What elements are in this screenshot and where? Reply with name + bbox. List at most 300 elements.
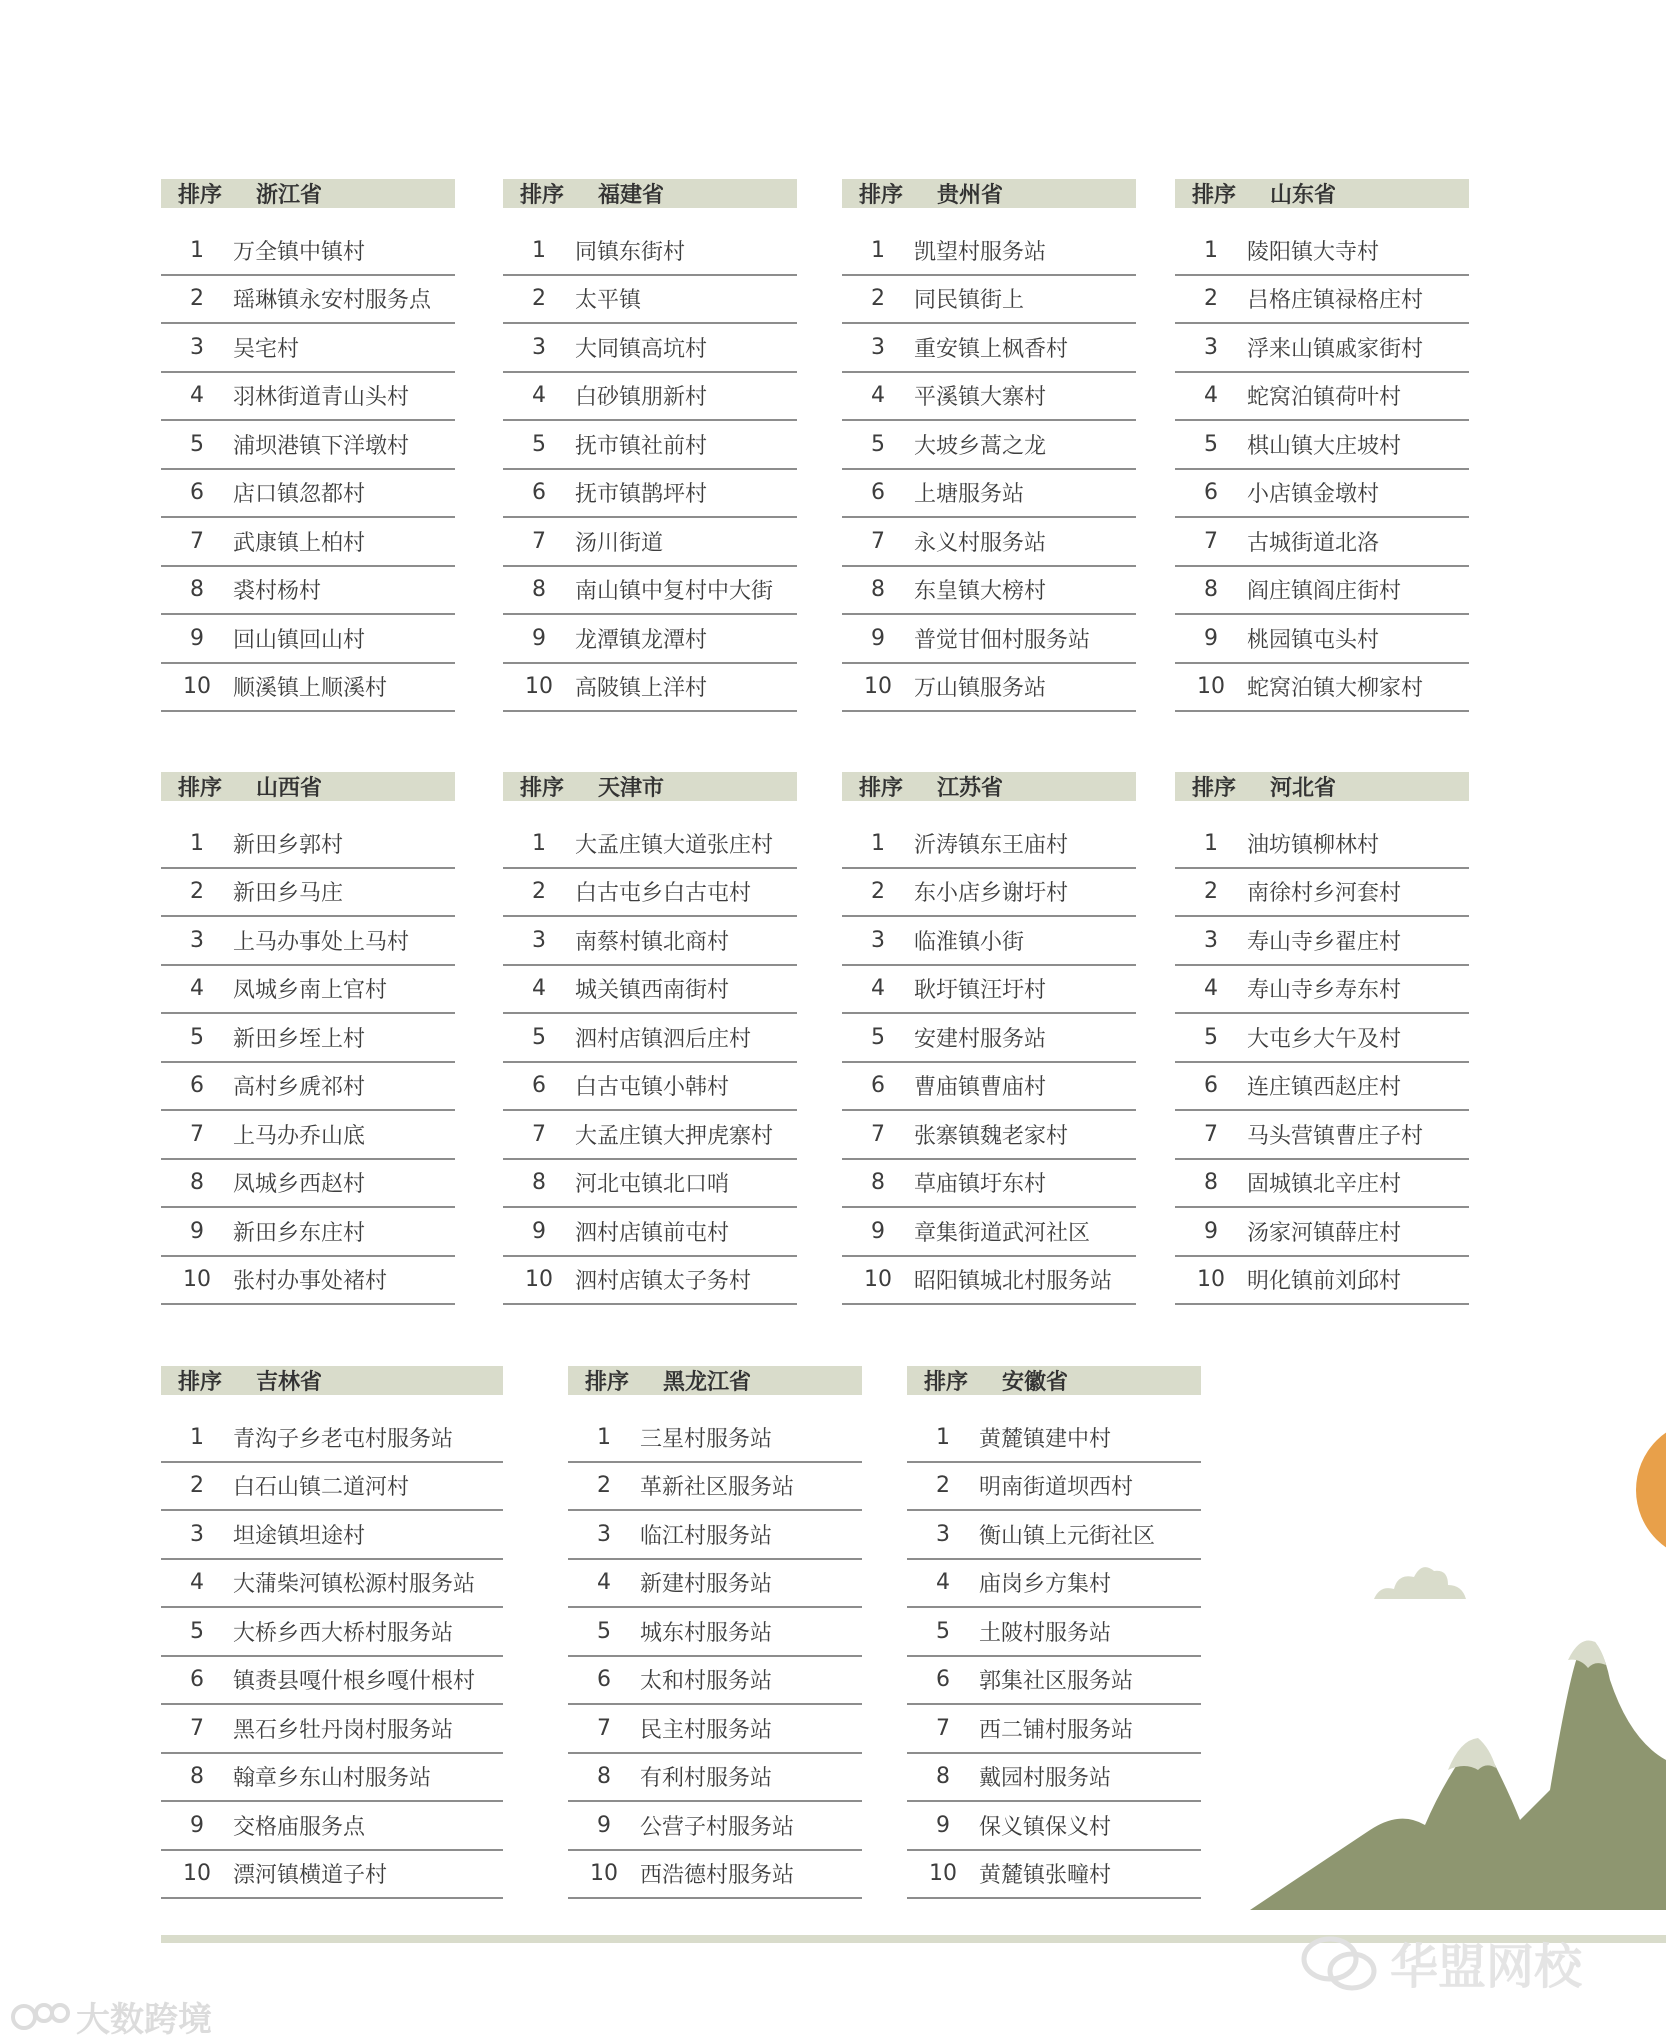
table-row bbox=[503, 917, 797, 966]
table-row bbox=[1175, 615, 1469, 664]
table-row bbox=[1175, 820, 1469, 869]
table-row bbox=[161, 1208, 455, 1257]
table-row bbox=[842, 820, 1136, 869]
rank-header: 排序 bbox=[924, 1370, 969, 1395]
row-rank: 7 bbox=[190, 1121, 204, 1147]
row-rank: 9 bbox=[936, 1812, 950, 1838]
table-row bbox=[842, 421, 1136, 470]
row-rank: 8 bbox=[936, 1764, 950, 1790]
rank-header: 排序 bbox=[520, 183, 565, 208]
row-name: 同镇东街村 bbox=[575, 239, 686, 265]
row-name: 东皇镇大榜村 bbox=[914, 579, 1047, 605]
row-rank: 2 bbox=[871, 286, 885, 312]
table-row bbox=[1175, 966, 1469, 1015]
row-rank: 5 bbox=[597, 1618, 611, 1644]
row-name: 沂涛镇东王庙村 bbox=[914, 832, 1069, 858]
rank-header: 排序 bbox=[1192, 776, 1237, 801]
row-name: 白古屯乡白古屯村 bbox=[575, 881, 752, 907]
row-rank: 9 bbox=[532, 625, 546, 651]
row-name: 抚市镇鹊坪村 bbox=[575, 482, 708, 508]
row-rank: 10 bbox=[183, 1267, 211, 1293]
row-name: 大蒲柴河镇松源村服务站 bbox=[233, 1572, 476, 1598]
province-header: 安徽省 bbox=[1002, 1370, 1069, 1395]
row-rank: 10 bbox=[864, 1267, 892, 1293]
rank-header: 排序 bbox=[585, 1370, 630, 1395]
province-header: 山东省 bbox=[1270, 183, 1337, 208]
row-rank: 5 bbox=[871, 1024, 885, 1050]
row-name: 黑石乡牡丹岗村服务站 bbox=[233, 1717, 454, 1743]
row-rank: 4 bbox=[1204, 976, 1218, 1002]
province-header: 福建省 bbox=[598, 183, 665, 208]
table-row bbox=[907, 1414, 1201, 1463]
table-row bbox=[568, 1657, 862, 1706]
row-name: 临江村服务站 bbox=[640, 1523, 773, 1549]
row-name: 白石山镇二道河村 bbox=[233, 1475, 410, 1501]
row-rank: 10 bbox=[1197, 1267, 1225, 1293]
row-rank: 8 bbox=[190, 1764, 204, 1790]
row-rank: 8 bbox=[532, 577, 546, 603]
row-rank: 6 bbox=[532, 1073, 546, 1099]
province-header: 黑龙江省 bbox=[663, 1370, 752, 1395]
table-header bbox=[1175, 772, 1469, 801]
row-rank: 1 bbox=[597, 1424, 611, 1450]
rank-header: 排序 bbox=[178, 776, 223, 801]
table-row bbox=[161, 1014, 455, 1063]
table-row bbox=[503, 276, 797, 325]
row-rank: 1 bbox=[532, 830, 546, 856]
row-name: 陵阳镇大寺村 bbox=[1247, 239, 1380, 265]
row-name: 羽林街道青山头村 bbox=[233, 385, 410, 411]
table-row bbox=[842, 1063, 1136, 1112]
row-name: 安建村服务站 bbox=[914, 1026, 1047, 1052]
table-row bbox=[568, 1414, 862, 1463]
table-row bbox=[907, 1657, 1201, 1706]
row-name: 泗村店镇前屯村 bbox=[575, 1220, 730, 1246]
row-name: 龙潭镇龙潭村 bbox=[575, 627, 708, 653]
row-rank: 3 bbox=[532, 334, 546, 360]
ranking-table bbox=[161, 772, 455, 1305]
table-row bbox=[907, 1608, 1201, 1657]
table-row bbox=[1175, 1208, 1469, 1257]
row-name: 顺溪镇上顺溪村 bbox=[233, 676, 388, 702]
row-name: 吕格庄镇禄格庄村 bbox=[1247, 288, 1424, 314]
row-name: 汤川街道 bbox=[575, 530, 664, 556]
table-row bbox=[568, 1560, 862, 1609]
table-row bbox=[161, 615, 455, 664]
row-name: 河北屯镇北口哨 bbox=[575, 1172, 730, 1198]
table-row bbox=[161, 1851, 503, 1900]
row-name: 蛇窝泊镇荷叶村 bbox=[1247, 385, 1402, 411]
row-rank: 1 bbox=[532, 237, 546, 263]
row-rank: 10 bbox=[183, 674, 211, 700]
row-name: 公营子村服务站 bbox=[640, 1814, 795, 1840]
row-name: 高村乡虒祁村 bbox=[233, 1075, 366, 1101]
row-rank: 2 bbox=[532, 879, 546, 905]
row-name: 漂河镇横道子村 bbox=[233, 1863, 388, 1889]
table-row bbox=[503, 1111, 797, 1160]
row-rank: 1 bbox=[1204, 237, 1218, 263]
row-name: 黄麓镇张疃村 bbox=[979, 1863, 1112, 1889]
row-name: 凤城乡西赵村 bbox=[233, 1172, 366, 1198]
table-row bbox=[568, 1754, 862, 1803]
table-row bbox=[1175, 373, 1469, 422]
table-row bbox=[503, 1063, 797, 1112]
row-name: 坦途镇坦途村 bbox=[233, 1523, 366, 1549]
row-rank: 10 bbox=[864, 674, 892, 700]
row-rank: 2 bbox=[190, 1473, 204, 1499]
table-row bbox=[161, 470, 455, 519]
table-header bbox=[161, 179, 455, 208]
province-header: 贵州省 bbox=[937, 183, 1004, 208]
row-rank: 8 bbox=[532, 1170, 546, 1196]
row-name: 新田乡垤上村 bbox=[233, 1026, 366, 1052]
row-rank: 5 bbox=[190, 1024, 204, 1050]
table-row bbox=[1175, 324, 1469, 373]
table-header bbox=[503, 772, 797, 801]
rank-header: 排序 bbox=[520, 776, 565, 801]
table-row bbox=[842, 373, 1136, 422]
table-row bbox=[503, 1208, 797, 1257]
row-rank: 7 bbox=[597, 1715, 611, 1741]
row-rank: 10 bbox=[525, 1267, 553, 1293]
table-row bbox=[907, 1705, 1201, 1754]
row-rank: 6 bbox=[936, 1667, 950, 1693]
row-rank: 10 bbox=[525, 674, 553, 700]
row-rank: 7 bbox=[190, 528, 204, 554]
row-rank: 4 bbox=[190, 383, 204, 409]
table-row bbox=[1175, 917, 1469, 966]
row-rank: 7 bbox=[1204, 1121, 1218, 1147]
row-rank: 1 bbox=[190, 237, 204, 263]
row-rank: 6 bbox=[1204, 1073, 1218, 1099]
table-header bbox=[503, 179, 797, 208]
row-rank: 1 bbox=[190, 1424, 204, 1450]
table-row bbox=[842, 966, 1136, 1015]
ranking-table bbox=[842, 772, 1136, 1305]
row-name: 泗村店镇泗后庄村 bbox=[575, 1026, 752, 1052]
table-row bbox=[568, 1608, 862, 1657]
row-rank: 2 bbox=[1204, 286, 1218, 312]
table-row bbox=[1175, 1014, 1469, 1063]
table-row bbox=[161, 664, 455, 713]
row-name: 寿山寺乡翟庄村 bbox=[1247, 929, 1402, 955]
row-rank: 1 bbox=[871, 237, 885, 263]
row-name: 裘村杨村 bbox=[233, 579, 322, 605]
table-row bbox=[161, 421, 455, 470]
row-name: 蛇窝泊镇大柳家村 bbox=[1247, 676, 1424, 702]
row-name: 太和村服务站 bbox=[640, 1669, 773, 1695]
table-row bbox=[503, 227, 797, 276]
row-name: 古城街道北洛 bbox=[1247, 530, 1380, 556]
row-rank: 9 bbox=[532, 1218, 546, 1244]
table-header bbox=[161, 772, 455, 801]
row-name: 泗村店镇太子务村 bbox=[575, 1269, 752, 1295]
row-rank: 4 bbox=[190, 976, 204, 1002]
row-name: 同民镇街上 bbox=[914, 288, 1025, 314]
row-name: 章集街道武河社区 bbox=[914, 1220, 1091, 1246]
row-rank: 4 bbox=[190, 1570, 204, 1596]
row-rank: 8 bbox=[871, 577, 885, 603]
row-rank: 9 bbox=[1204, 1218, 1218, 1244]
row-name: 高陂镇上洋村 bbox=[575, 676, 708, 702]
table-row bbox=[842, 1160, 1136, 1209]
mountains-decoration bbox=[1250, 1620, 1666, 1910]
logo-icon bbox=[10, 1999, 70, 2035]
row-rank: 9 bbox=[1204, 625, 1218, 651]
row-rank: 1 bbox=[936, 1424, 950, 1450]
row-rank: 5 bbox=[190, 1618, 204, 1644]
table-row bbox=[907, 1511, 1201, 1560]
table-row bbox=[503, 518, 797, 567]
ranking-table bbox=[1175, 179, 1469, 712]
row-rank: 2 bbox=[1204, 879, 1218, 905]
sun-decoration bbox=[1636, 1420, 1666, 1560]
rank-header: 排序 bbox=[859, 776, 904, 801]
row-rank: 4 bbox=[532, 976, 546, 1002]
row-rank: 4 bbox=[871, 383, 885, 409]
row-rank: 8 bbox=[1204, 577, 1218, 603]
table-row bbox=[1175, 276, 1469, 325]
row-rank: 10 bbox=[183, 1861, 211, 1887]
row-name: 油坊镇柳林村 bbox=[1247, 832, 1380, 858]
row-rank: 6 bbox=[190, 480, 204, 506]
row-rank: 8 bbox=[871, 1170, 885, 1196]
row-name: 曹庙镇曹庙村 bbox=[914, 1075, 1047, 1101]
row-name: 镇赉县嘎什根乡嘎什根村 bbox=[233, 1669, 476, 1695]
row-rank: 3 bbox=[532, 927, 546, 953]
row-rank: 1 bbox=[190, 830, 204, 856]
table-row bbox=[842, 615, 1136, 664]
row-rank: 3 bbox=[871, 334, 885, 360]
row-rank: 5 bbox=[936, 1618, 950, 1644]
table-header bbox=[907, 1366, 1201, 1395]
row-name: 平溪镇大寨村 bbox=[914, 385, 1047, 411]
table-row bbox=[842, 1014, 1136, 1063]
row-name: 新建村服务站 bbox=[640, 1572, 773, 1598]
row-name: 凯望村服务站 bbox=[914, 239, 1047, 265]
row-name: 张寨镇魏老家村 bbox=[914, 1123, 1069, 1149]
row-name: 万全镇中镇村 bbox=[233, 239, 366, 265]
ranking-table bbox=[503, 772, 797, 1305]
row-name: 草庙镇圩东村 bbox=[914, 1172, 1047, 1198]
row-name: 大孟庄镇大押虎寨村 bbox=[575, 1123, 774, 1149]
table-row bbox=[842, 664, 1136, 713]
row-rank: 2 bbox=[597, 1473, 611, 1499]
row-name: 回山镇回山村 bbox=[233, 627, 366, 653]
row-rank: 3 bbox=[1204, 334, 1218, 360]
row-name: 衡山镇上元街社区 bbox=[979, 1523, 1156, 1549]
row-name: 新田乡马庄 bbox=[233, 881, 344, 907]
row-rank: 2 bbox=[871, 879, 885, 905]
row-name: 南山镇中复村中大街 bbox=[575, 579, 774, 605]
row-name: 庙岗乡方集村 bbox=[979, 1572, 1112, 1598]
table-row bbox=[842, 518, 1136, 567]
table-row bbox=[161, 1657, 503, 1706]
table-row bbox=[568, 1802, 862, 1851]
row-name: 固城镇北辛庄村 bbox=[1247, 1172, 1402, 1198]
row-name: 大坡乡蒿之龙 bbox=[914, 433, 1047, 459]
row-rank: 7 bbox=[936, 1715, 950, 1741]
table-row bbox=[907, 1851, 1201, 1900]
row-rank: 6 bbox=[871, 480, 885, 506]
table-row bbox=[161, 966, 455, 1015]
row-rank: 6 bbox=[1204, 480, 1218, 506]
table-row bbox=[161, 1705, 503, 1754]
table-row bbox=[161, 1063, 455, 1112]
row-name: 普觉甘佃村服务站 bbox=[914, 627, 1091, 653]
row-rank: 1 bbox=[871, 830, 885, 856]
row-rank: 8 bbox=[190, 577, 204, 603]
table-row bbox=[503, 1257, 797, 1306]
row-rank: 4 bbox=[936, 1570, 950, 1596]
watermark-left-text: 大数跨境 bbox=[76, 2000, 212, 2040]
province-header: 吉林省 bbox=[256, 1370, 323, 1395]
row-rank: 10 bbox=[1197, 674, 1225, 700]
row-rank: 7 bbox=[871, 1121, 885, 1147]
table-row bbox=[161, 820, 455, 869]
row-rank: 9 bbox=[871, 625, 885, 651]
table-row bbox=[907, 1802, 1201, 1851]
row-name: 上马办事处上马村 bbox=[233, 929, 410, 955]
table-row bbox=[842, 324, 1136, 373]
watermark-left bbox=[10, 1992, 212, 2041]
row-name: 城关镇西南街村 bbox=[575, 978, 730, 1004]
table-row bbox=[1175, 664, 1469, 713]
row-rank: 10 bbox=[590, 1861, 618, 1887]
row-name: 西二铺村服务站 bbox=[979, 1717, 1134, 1743]
row-rank: 3 bbox=[190, 927, 204, 953]
row-name: 戴园村服务站 bbox=[979, 1766, 1112, 1792]
row-name: 吴宅村 bbox=[233, 336, 300, 362]
table-row bbox=[1175, 1111, 1469, 1160]
table-row bbox=[907, 1754, 1201, 1803]
row-name: 白古屯镇小韩村 bbox=[575, 1075, 730, 1101]
row-name: 张村办事处褚村 bbox=[233, 1269, 388, 1295]
row-rank: 7 bbox=[190, 1715, 204, 1741]
table-row bbox=[503, 1014, 797, 1063]
table-row bbox=[503, 421, 797, 470]
table-row bbox=[842, 227, 1136, 276]
table-row bbox=[1175, 421, 1469, 470]
row-rank: 6 bbox=[190, 1073, 204, 1099]
row-name: 永义村服务站 bbox=[914, 530, 1047, 556]
row-rank: 4 bbox=[1204, 383, 1218, 409]
ranking-table bbox=[568, 1366, 862, 1899]
row-name: 郭集社区服务站 bbox=[979, 1669, 1134, 1695]
table-header bbox=[161, 1366, 503, 1395]
table-row bbox=[503, 820, 797, 869]
row-rank: 2 bbox=[936, 1473, 950, 1499]
table-row bbox=[1175, 1063, 1469, 1112]
row-name: 万山镇服务站 bbox=[914, 676, 1047, 702]
table-row bbox=[1175, 567, 1469, 616]
wechat-icon bbox=[1300, 1933, 1380, 1993]
row-rank: 7 bbox=[1204, 528, 1218, 554]
row-name: 凤城乡南上官村 bbox=[233, 978, 388, 1004]
row-rank: 3 bbox=[871, 927, 885, 953]
row-rank: 8 bbox=[1204, 1170, 1218, 1196]
row-name: 新田乡东庄村 bbox=[233, 1220, 366, 1246]
table-header bbox=[568, 1366, 862, 1395]
row-rank: 6 bbox=[190, 1667, 204, 1693]
row-rank: 3 bbox=[190, 334, 204, 360]
row-rank: 5 bbox=[532, 431, 546, 457]
table-row bbox=[842, 917, 1136, 966]
row-name: 土陂村服务站 bbox=[979, 1620, 1112, 1646]
row-name: 大桥乡西大桥村服务站 bbox=[233, 1620, 454, 1646]
table-row bbox=[161, 1160, 455, 1209]
row-name: 大同镇高坑村 bbox=[575, 336, 708, 362]
table-header bbox=[1175, 179, 1469, 208]
row-rank: 4 bbox=[871, 976, 885, 1002]
row-name: 浮来山镇戚家街村 bbox=[1247, 336, 1424, 362]
table-row bbox=[161, 1414, 503, 1463]
table-header bbox=[842, 179, 1136, 208]
table-row bbox=[907, 1463, 1201, 1512]
row-name: 上塘服务站 bbox=[914, 482, 1025, 508]
province-header: 河北省 bbox=[1270, 776, 1337, 801]
row-rank: 10 bbox=[929, 1861, 957, 1887]
table-row bbox=[1175, 1257, 1469, 1306]
table-row bbox=[503, 664, 797, 713]
province-header: 山西省 bbox=[256, 776, 323, 801]
row-name: 昭阳镇城北村服务站 bbox=[914, 1269, 1113, 1295]
row-name: 南蔡村镇北商村 bbox=[575, 929, 730, 955]
row-rank: 8 bbox=[597, 1764, 611, 1790]
table-row bbox=[1175, 869, 1469, 918]
row-name: 寿山寺乡寿东村 bbox=[1247, 978, 1402, 1004]
table-row bbox=[1175, 518, 1469, 567]
table-row bbox=[161, 917, 455, 966]
table-row bbox=[503, 615, 797, 664]
row-rank: 3 bbox=[190, 1521, 204, 1547]
table-row bbox=[161, 1802, 503, 1851]
ranking-table bbox=[907, 1366, 1201, 1899]
rank-header: 排序 bbox=[178, 183, 223, 208]
table-row bbox=[1175, 470, 1469, 519]
row-rank: 7 bbox=[532, 1121, 546, 1147]
row-name: 店口镇忽都村 bbox=[233, 482, 366, 508]
cloud-decoration bbox=[1370, 1555, 1470, 1605]
table-row bbox=[568, 1463, 862, 1512]
table-row bbox=[161, 324, 455, 373]
row-name: 太平镇 bbox=[575, 288, 642, 314]
row-name: 阎庄镇阎庄街村 bbox=[1247, 579, 1402, 605]
table-row bbox=[568, 1511, 862, 1560]
table-row bbox=[161, 1560, 503, 1609]
row-rank: 9 bbox=[597, 1812, 611, 1838]
ranking-table bbox=[1175, 772, 1469, 1305]
row-name: 城东村服务站 bbox=[640, 1620, 773, 1646]
row-name: 桃园镇屯头村 bbox=[1247, 627, 1380, 653]
row-rank: 2 bbox=[532, 286, 546, 312]
row-rank: 3 bbox=[597, 1521, 611, 1547]
row-rank: 9 bbox=[190, 1812, 204, 1838]
table-row bbox=[161, 1111, 455, 1160]
province-header: 江苏省 bbox=[937, 776, 1004, 801]
table-row bbox=[568, 1851, 862, 1900]
table-row bbox=[842, 869, 1136, 918]
table-row bbox=[161, 276, 455, 325]
row-rank: 9 bbox=[871, 1218, 885, 1244]
row-rank: 3 bbox=[936, 1521, 950, 1547]
table-row bbox=[842, 1208, 1136, 1257]
row-rank: 5 bbox=[190, 431, 204, 457]
table-row bbox=[503, 1160, 797, 1209]
table-row bbox=[161, 567, 455, 616]
row-rank: 9 bbox=[190, 1218, 204, 1244]
row-name: 三星村服务站 bbox=[640, 1426, 773, 1452]
